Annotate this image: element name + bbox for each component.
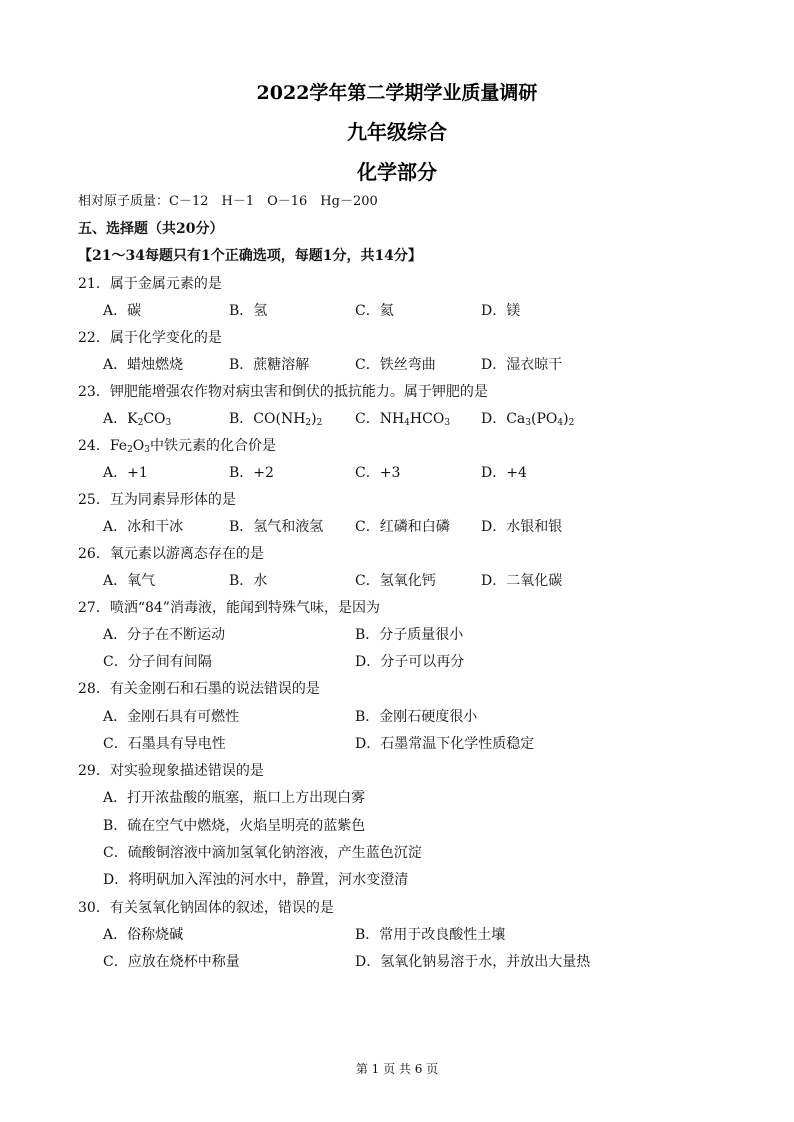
question-22-option-d: D．湿衣晾干 <box>481 357 563 373</box>
exam-title: 2022学年第二学期学业质量调研 <box>256 82 538 104</box>
question-26-option-a: A．氧气 <box>103 573 156 589</box>
question-30-option-d: D．氢氧化钠易溶于水，并放出大量热 <box>355 954 591 970</box>
question-28-option-a: A．金刚石具有可燃性 <box>103 709 240 725</box>
question-22-stem: 22．属于化学变化的是 <box>78 330 222 346</box>
question-22-option-c: C．铁丝弯曲 <box>355 357 436 373</box>
question-30-option-c: C．应放在烧杯中称量 <box>103 954 240 970</box>
section-instruction: 【21～34每题只有1个正确选项，每题1分，共14分】 <box>78 248 422 264</box>
question-30-stem: 30．有关氢氧化钠固体的叙述，错误的是 <box>78 900 334 916</box>
question-25-option-c: C．红磷和白磷 <box>355 519 450 535</box>
question-29-option-c: C．硫酸铜溶液中滴加氢氧化钠溶液，产生蓝色沉淀 <box>103 845 422 861</box>
question-23-option-d: D．$Ca_3(PO_4)_2$ <box>481 411 575 428</box>
exam-part: 化学部分 <box>357 160 437 184</box>
question-24-option-b: B．+2 <box>229 465 274 481</box>
question-25-option-b: B．氢气和液氢 <box>229 519 324 535</box>
question-27-option-b: B．分子质量很小 <box>355 627 464 643</box>
question-29-option-a: A．打开浓盐酸的瓶塞，瓶口上方出现白雾 <box>103 790 366 806</box>
question-30-option-a: A．俗称烧碱 <box>103 927 184 943</box>
question-29-stem: 29．对实验现象描述错误的是 <box>78 763 264 779</box>
question-25-option-d: D．水银和银 <box>481 519 563 535</box>
question-28-stem: 28．有关金刚石和石墨的说法错误的是 <box>78 681 320 697</box>
question-26-stem: 26．氧元素以游离态存在的是 <box>78 546 264 562</box>
question-23-option-c: C．$NH_4HCO_3$ <box>355 411 451 428</box>
section-title: 五、选择题（共20分） <box>78 221 224 237</box>
question-29-option-b: B．硫在空气中燃烧，火焰呈明亮的蓝紫色 <box>103 818 366 834</box>
question-29-option-d: D．将明矾加入浑浊的河水中，静置，河水变澄清 <box>103 872 409 888</box>
question-24-option-c: C．+3 <box>355 465 401 481</box>
question-23-option-b: B．$CO(NH_2)_2$ <box>229 411 323 428</box>
question-27-option-c: C．分子间有间隔 <box>103 654 212 670</box>
question-23-stem: 23．钾肥能增强农作物对病虫害和倒伏的抵抗能力。属于钾肥的是 <box>78 384 488 400</box>
question-24-option-a: A．+1 <box>103 465 148 481</box>
question-22-option-a: A．蜡烛燃烧 <box>103 357 184 373</box>
question-28-option-d: D．石墨常温下化学性质稳定 <box>355 736 535 752</box>
page-footer: 第 1 页 共 6 页 <box>355 1062 439 1076</box>
question-24-stem: 24．$Fe_2O_3$中铁元素的化合价是 <box>78 438 277 455</box>
question-21-option-b: B．氢 <box>229 303 268 319</box>
question-27-option-a: A．分子在不断运动 <box>103 627 226 643</box>
question-28-option-b: B．金刚石硬度很小 <box>355 709 478 725</box>
question-25-stem: 25．互为同素异形体的是 <box>78 492 236 508</box>
question-26-option-b: B．水 <box>229 573 268 589</box>
question-22-option-b: B．蔗糖溶解 <box>229 357 310 373</box>
question-21-option-c: C．氦 <box>355 303 394 319</box>
question-28-option-c: C．石墨具有导电性 <box>103 736 226 752</box>
question-26-option-c: C．氢氧化钙 <box>355 573 436 589</box>
atomic-mass-line: 相对原子质量：C－12 H－1 O－16 Hg－200 <box>78 194 378 209</box>
question-27-option-d: D．分子可以再分 <box>355 654 465 670</box>
question-26-option-d: D．二氧化碳 <box>481 573 563 589</box>
question-24-option-d: D．+4 <box>481 465 527 481</box>
question-27-stem: 27．喷洒“84”消毒液，能闻到特殊气味，是因为 <box>78 600 380 616</box>
exam-subtitle: 九年级综合 <box>347 120 447 144</box>
question-21-stem: 21．属于金属元素的是 <box>78 276 222 292</box>
question-30-option-b: B．常用于改良酸性土壤 <box>355 927 506 943</box>
question-23-option-a: A．$K_2CO_3$ <box>103 411 172 428</box>
question-25-option-a: A．冰和干冰 <box>103 519 184 535</box>
question-21-option-d: D．镁 <box>481 303 521 319</box>
question-21-option-a: A．碳 <box>103 303 142 319</box>
